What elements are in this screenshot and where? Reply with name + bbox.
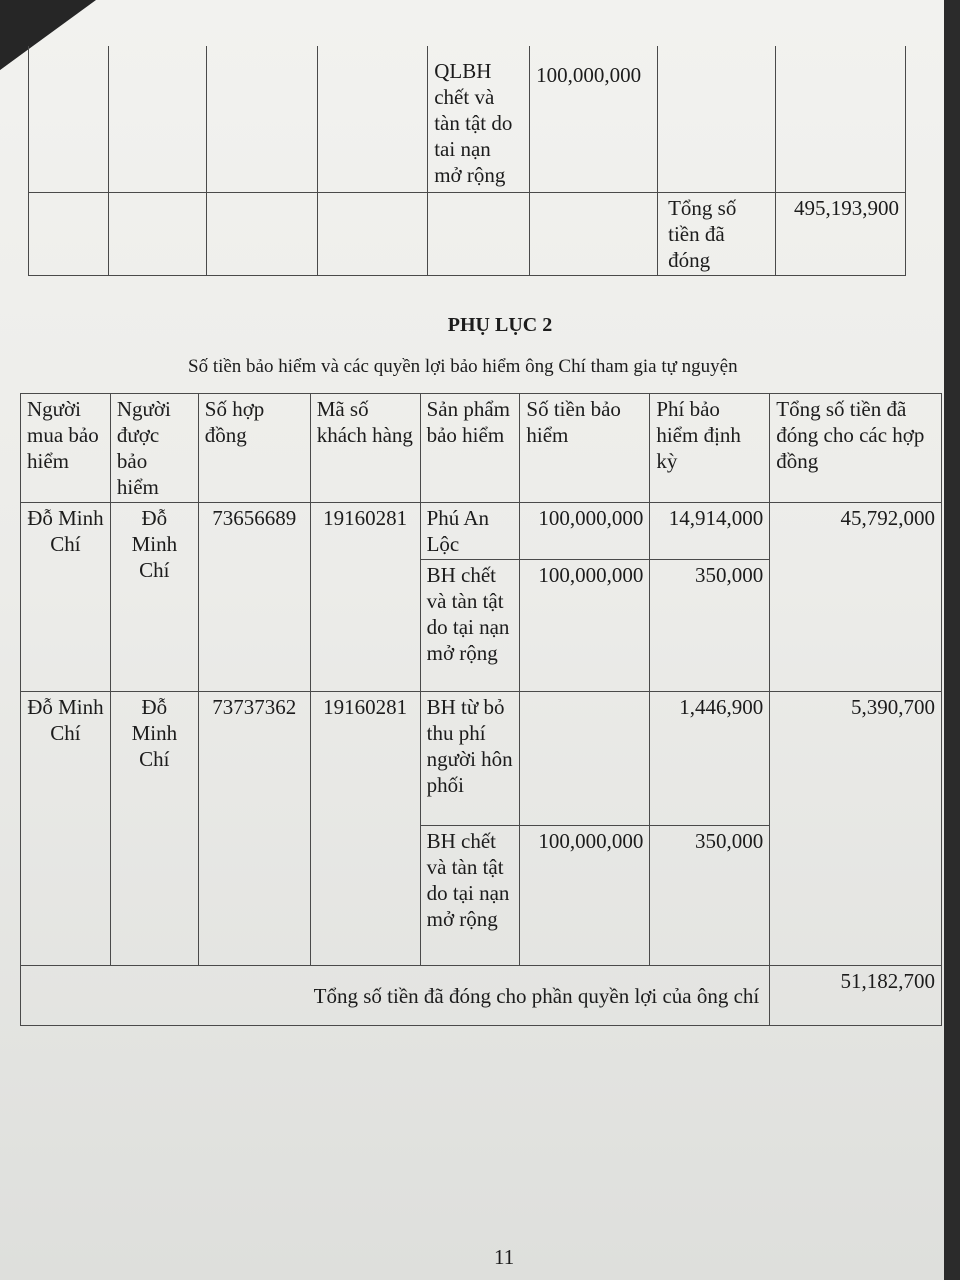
insured-cell: Đỗ Minh Chí xyxy=(110,503,198,692)
grand-total-value: 51,182,700 xyxy=(770,966,942,1026)
premium-cell: 350,000 xyxy=(650,560,770,692)
insured-cell: Đỗ Minh Chí xyxy=(110,692,198,966)
header-insured: Người được bảo hiểm xyxy=(110,394,198,503)
desk-background-edge xyxy=(944,0,960,1280)
header-total-paid: Tổng số tiền đã đóng cho các hợp đồng xyxy=(770,394,942,503)
header-contract-no: Số hợp đồng xyxy=(198,394,310,503)
header-row xyxy=(21,394,942,503)
total-paid-cell: 45,792,000 xyxy=(770,503,942,692)
grand-total-row xyxy=(21,966,942,1026)
header-product: Sản phẩm bảo hiểm xyxy=(420,394,520,503)
insurance-benefits-table xyxy=(20,393,942,1026)
buyer-cell: Đỗ Minh Chí xyxy=(21,692,111,966)
total-label-cell: Tổng số tiền đã đóng xyxy=(658,192,776,275)
header-buyer: Người mua bảo hiểm xyxy=(21,394,111,503)
product-cell: QLBH chết và tàn tật do tai nạn mở rộng xyxy=(428,46,530,192)
header-customer-code: Mã số khách hàng xyxy=(310,394,420,503)
buyer-cell: Đỗ Minh Chí xyxy=(21,503,111,692)
product-cell: BH từ bỏ thu phí người hôn phối xyxy=(420,692,520,826)
premium-cell: 1,446,900 xyxy=(650,692,770,826)
appendix-title: PHỤ LỤC 2 xyxy=(447,314,553,336)
product-cell: Phú An Lộc xyxy=(420,503,520,560)
customer-code-cell: 19160281 xyxy=(310,692,420,966)
sum-insured-cell: 100,000,000 xyxy=(520,560,650,692)
product-cell: BH chết và tàn tật do tại nạn mở rộng xyxy=(420,826,520,966)
grand-total-label: Tổng số tiền đã đóng cho phần quyền lợi của ông chí xyxy=(21,966,770,1026)
table-row xyxy=(21,692,942,826)
customer-code-cell: 19160281 xyxy=(310,503,420,692)
total-value-cell: 495,193,900 xyxy=(775,192,905,275)
previous-table-continuation xyxy=(28,46,906,276)
page-number: 11 xyxy=(494,1245,515,1269)
premium-cell: 350,000 xyxy=(650,826,770,966)
appendix-subtitle: Số tiền bảo hiểm và các quyền lợi bảo hiểm ông Chí tham gia tự nguyện xyxy=(188,356,738,377)
contract-no-cell: 73656689 xyxy=(198,503,310,692)
premium-cell: 14,914,000 xyxy=(650,503,770,560)
product-cell: BH chết và tàn tật do tại nạn mở rộng xyxy=(420,560,520,692)
sum-insured-cell xyxy=(520,692,650,826)
table-row xyxy=(21,503,942,560)
sum-insured-cell: 100,000,000 xyxy=(520,826,650,966)
header-premium: Phí bảo hiểm định kỳ xyxy=(650,394,770,503)
header-sum-insured: Số tiền bảo hiểm xyxy=(520,394,650,503)
sum-insured-cell: 100,000,000 xyxy=(520,503,650,560)
total-paid-cell: 5,390,700 xyxy=(770,692,942,966)
amount-cell: 100,000,000 xyxy=(530,46,658,192)
contract-no-cell: 73737362 xyxy=(198,692,310,966)
